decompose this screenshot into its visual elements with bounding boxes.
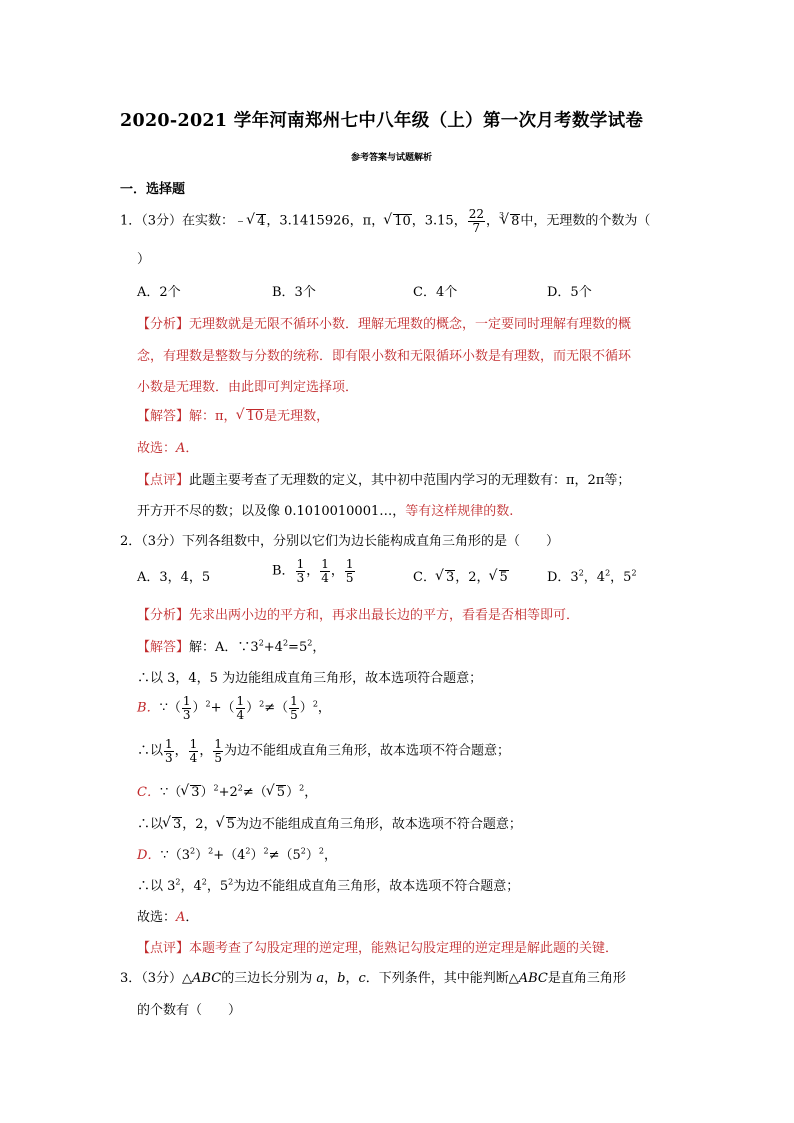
q2-line-c-eq: C．∵（√ $3)^2+2^2\ne(√$ 5）$^2$， <box>137 781 317 800</box>
q2-line-c: ∴以√ 3，2，√ 5为边不能组成直角三角形，故本选项不符合题意； <box>137 813 522 832</box>
question-2-stem: 2．（3分）下列各组数中，分别以它们为边长能构成直角三角形的是（ ） <box>120 534 560 549</box>
q2-line-d-eq: D．$\because(3^2)^2+(4^2)^2\ne(5^2)^2$， <box>137 846 337 863</box>
q2-option-c: C．√ 3，2，√ 5 <box>413 566 509 585</box>
q1-option-a: A．2个 <box>137 285 181 300</box>
q2-option-a: A．3，4，5 <box>137 570 211 585</box>
question-3-stem-line-1: 3．（3分）△ABC的三边长分别为 a，b，c．下列条件，其中能判断△ABC是直角三角形 <box>120 971 626 986</box>
q1-choice: 故选：A． <box>137 441 199 456</box>
q1-answer: 【解答】解：π，√ 10是无理数， <box>137 405 329 424</box>
cube-root-symbol: √ 8 <box>501 214 520 229</box>
q1-analysis-line-1: 【分析】无理数就是无限不循环小数．理解无理数的概念，一定要同时理解有理数的概 <box>137 317 632 332</box>
q1-analysis-line-2: 念，有理数是整数与分数的统称．即有限小数和无限循环小数是有理数，而无限不循环 <box>137 349 632 364</box>
q1-option-d: D．5个 <box>547 285 592 300</box>
page-title: 2020-2021 学年河南郑州七中八年级（上）第一次月考数学试卷 <box>120 111 644 131</box>
fraction: $\frac{22}{7}$ <box>468 207 484 235</box>
sqrt-symbol: √ 4 <box>247 214 266 229</box>
q2-line-b-eq: B．∵（ $\frac{1}{3}$ ）$^2$+（ $\frac{1}{4}$ ）$^2$≠（ $\frac{1}{5}$ ）$^2$， <box>137 694 331 722</box>
question-1-stem: 1．（3分）在实数：﹣√ 4，3.1415926，π，√ 10，3.15， $\frac{22}{7}$ ，$^3$√ 8中，无理数的个数为（ <box>120 208 650 234</box>
q2-choice: 故选：A． <box>137 910 199 925</box>
q1-comment-line-1: 【点评】此题主要考查了无理数的定义，其中初中范围内学习的无理数有：π，2π等； <box>137 473 631 488</box>
q2-line-a: ∴以 3，4，5 为边能组成直角三角形，故本选项符合题意； <box>137 671 483 686</box>
q1-analysis-line-3: 小数是无理数．由此即可判定选择项． <box>137 380 359 395</box>
q2-answer: 【解答】解：A．$\because 3^2+4^2=5^2$， <box>137 638 326 655</box>
q2-comment: 【点评】本题考查了勾股定理的逆定理，能熟记勾股定理的逆定理是解此题的关键． <box>137 941 619 956</box>
q2-option-d: D．$3^2$，$4^2$，$5^2$ <box>547 568 637 585</box>
q1-comment-line-2: 开方开不尽的数；以及像 0.1010010001…，等有这样规律的数. <box>137 504 514 519</box>
q2-analysis: 【分析】先求出两小边的平方和，再求出最长边的平方，看看是否相等即可． <box>137 608 580 623</box>
q1-option-c: C．4个 <box>413 285 458 300</box>
q2-line-d: ∴以 $3^2$，$4^2$，$5^2$为边不能组成直角三角形，故本选项不符合题意； <box>137 877 520 894</box>
page-subtitle: 参考答案与试题解析 <box>351 153 433 163</box>
q2-line-b: ∴以 $\frac{1}{3}$ ， $\frac{1}{4}$ ， $\frac{1}{5}$ 为边不能组成直角三角形，故本选项不符合题意； <box>137 737 510 765</box>
section-heading: 一．选择题 <box>120 182 186 197</box>
q1-option-b: B．3个 <box>272 285 316 300</box>
question-1-close: ） <box>137 252 151 267</box>
question-3-stem-line-2: 的个数有（ ） <box>137 1003 242 1018</box>
q2-option-b: B． $\frac{1}{3}$ ， $\frac{1}{4}$ ， $\frac{1}{5}$ <box>272 557 354 585</box>
